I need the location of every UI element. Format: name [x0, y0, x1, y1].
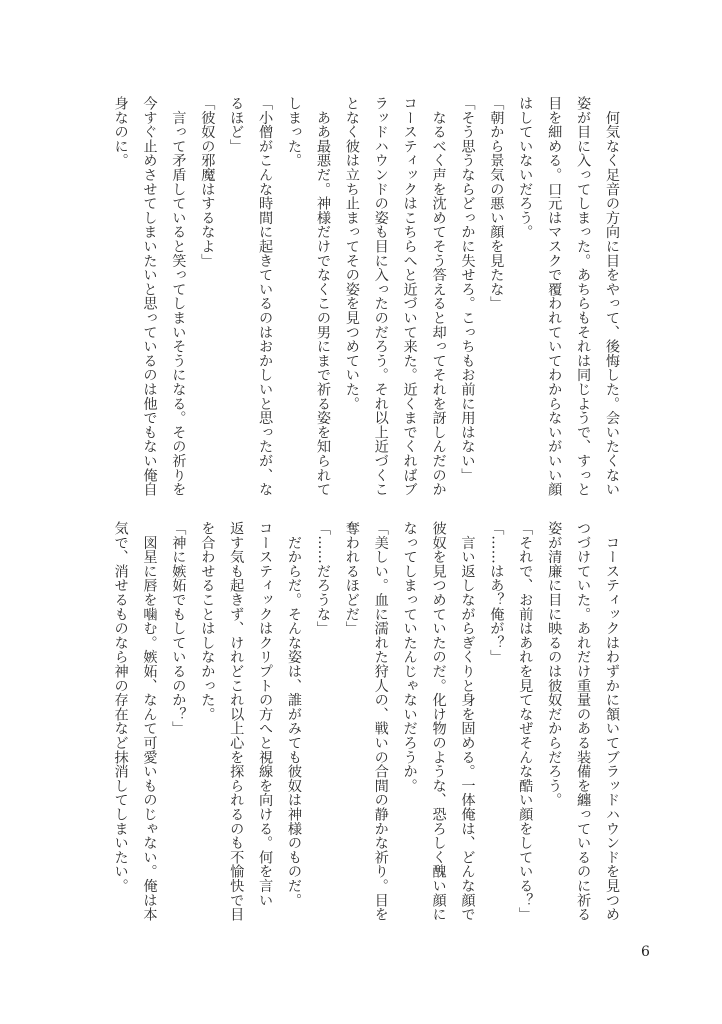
text-line: なるべく声を沈めてそう答えると却ってそれを訝しんだのか [430, 96, 447, 497]
text-line: 「そう思うならどっかに失せろ。こっちもお前に用はない」 [459, 96, 476, 483]
lower-text-block [106, 521, 626, 922]
text-line: 「美しい。血に濡れた狩人の、戦いの合間の静かな祈り。目を [372, 521, 389, 922]
text-line: 奪われるほどだ」 [343, 521, 360, 636]
text-line: つづけていた。あれだけ重量のある装備を纏っているのに祈る [575, 521, 592, 922]
text-line: 返す気も起きず、けれどこれ以上心を探られるのも不愉快で目 [228, 521, 245, 922]
text-line: ああ最悪だ。神様だけでなくこの男にまで祈る姿を知られて [314, 96, 331, 497]
text-line: 「それで、お前はあれを見てなぜそんな酷い顔をしている？」 [517, 521, 534, 922]
text-line: となく彼は立ち止まってその姿を見つめていた。 [343, 96, 360, 411]
text-line: コースティックはクリプトの方へと視線を向ける。何を言い [257, 521, 274, 908]
text-line: 「彼奴の邪魔はするなよ」 [199, 96, 216, 268]
text-line: を合わせることはしなかった。 [199, 521, 216, 722]
text-line: 気で、消せるものなら神の存在など抹消してしまいたい。 [112, 521, 129, 893]
text-line: 何気なく足音の方向に目をやって、後悔した。会いたくない [604, 96, 620, 497]
text-line: なってしまっていたんじゃないだろうか。 [401, 521, 418, 793]
text-line: 彼奴を見つめていたのだ。化け物のような、恐ろしく醜い顔に [430, 521, 447, 922]
text-line: 図星に唇を噛む。嫉妬、なんて可愛いものじゃない。俺は本 [141, 521, 158, 922]
text-line: しまった。 [286, 96, 303, 168]
text-line: コースティックはわずかに頷いてブラッドハウンドを見つめ [604, 521, 620, 922]
text-line: 今すぐ止めさせてしまいたいと思っているのは他でもない俺自 [141, 96, 158, 497]
page-number: 6 [641, 944, 650, 960]
text-line: 姿が清廉に目に映るのは彼奴だからだろう。 [546, 521, 563, 807]
text-line: 身なのに。 [112, 96, 129, 168]
text-line: 目を細める。口元はマスクで覆われていてわからないがいい顔 [546, 96, 563, 497]
text-line: 姿が目に入ってしまった。あちらもそれは同じようで、すっと [575, 96, 592, 497]
text-line: 「……だろうな」 [314, 521, 331, 636]
text-line: 「神に嫉妬でもしているのか？」 [170, 521, 187, 736]
text-line: 言い返しながらぎくりと身を固める。一体俺は、どんな顔で [459, 521, 476, 922]
text-line: 「朝から景気の悪い顔を見たな」 [488, 96, 505, 311]
text-line: 言って矛盾していると笑ってしまいそうになる。その祈りを [170, 96, 187, 497]
text-line: はしていないだろう。 [517, 96, 534, 239]
text-line: コースティックはこちらへと近づいて来た。近くまでくればブ [401, 96, 418, 497]
text-line: 「……はあ？俺が？」 [488, 521, 505, 664]
text-line: 「小僧がこんな時間に起きているのはおかしいと思ったが、な [257, 96, 274, 497]
text-line: るほど」 [228, 96, 245, 154]
text-line: だからだ。そんな姿は、誰がみても彼奴は神様のものだ。 [286, 521, 303, 908]
upper-text-block [106, 96, 626, 501]
text-line: ラッドハウンドの姿も目に入ったのだろう。それ以上近づくこ [372, 96, 389, 497]
